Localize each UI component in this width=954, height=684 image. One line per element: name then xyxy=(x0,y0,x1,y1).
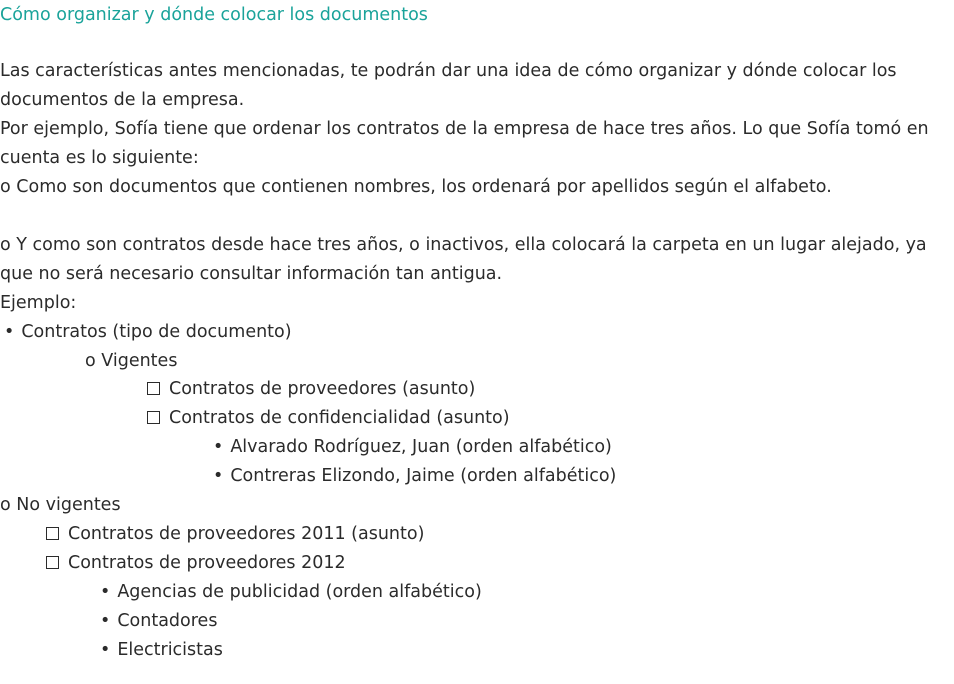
outline-item-label: o No vigentes xyxy=(0,495,121,515)
outline-item-proveedores-2011 xyxy=(46,520,424,549)
document-heading: Cómo organizar y dónde colocar los documentos xyxy=(0,5,428,25)
checkbox-square-icon xyxy=(147,382,160,395)
outline-item-label: Agencias de publicidad (orden alfabético) xyxy=(117,582,482,602)
outline-item-label: Contadores xyxy=(117,611,218,631)
outline-item-agencias xyxy=(100,578,482,607)
paragraph-point-nombres: o Como son documentos que contienen nombres, los ordenará por apellidos según el alfabeto. xyxy=(0,177,832,197)
bullet-icon: • xyxy=(213,437,224,457)
paragraph-ejemplo-label: Ejemplo: xyxy=(0,293,77,313)
outline-item-proveedores xyxy=(147,375,475,404)
outline-item-label: o Vigentes xyxy=(85,351,178,371)
outline-item-confidencialidad xyxy=(147,404,510,433)
outline-item-no-vigentes xyxy=(0,491,121,520)
outline-item-label: Electricistas xyxy=(117,640,223,660)
paragraph-intro: Las características antes mencionadas, te podrán dar una idea de cómo organizar y dónde colocar los documentos de la empresa. xyxy=(0,61,897,110)
outline-item-contratos xyxy=(4,318,292,347)
outline-item-label: Contratos (tipo de documento) xyxy=(21,322,292,342)
outline-item-label: Contratos de confidencialidad (asunto) xyxy=(169,408,510,428)
outline-item-label: Contratos de proveedores 2012 xyxy=(68,553,346,573)
outline-item-vigentes xyxy=(85,347,177,376)
outline-item-label: Alvarado Rodríguez, Juan (orden alfabético) xyxy=(230,437,612,457)
outline-item-alvarado xyxy=(213,433,612,462)
checkbox-square-icon xyxy=(46,527,59,540)
outline-item-contreras xyxy=(213,462,616,491)
bullet-icon: • xyxy=(100,611,111,631)
bullet-icon: • xyxy=(100,582,111,602)
paragraph-point-inactivos: o Y como son contratos desde hace tres años, o inactivos, ella colocará la carpeta en un lugar alejado, ya que no será necesario consultar información tan antigua. xyxy=(0,235,927,284)
outline-item-electricistas xyxy=(100,636,223,665)
bullet-icon: • xyxy=(100,640,111,660)
checkbox-square-icon xyxy=(147,411,160,424)
bullet-icon: • xyxy=(213,466,224,486)
outline-item-contadores xyxy=(100,607,217,636)
outline-item-label: Contratos de proveedores 2011 (asunto) xyxy=(68,524,425,544)
bullet-icon: • xyxy=(4,322,15,342)
paragraph-example-sofia: Por ejemplo, Sofía tiene que ordenar los contratos de la empresa de hace tres años. Lo que Sofía tomó en cuenta es lo siguiente: xyxy=(0,119,929,168)
outline-item-label: Contreras Elizondo, Jaime (orden alfabético) xyxy=(230,466,617,486)
checkbox-square-icon xyxy=(46,556,59,569)
outline-item-label: Contratos de proveedores (asunto) xyxy=(169,379,476,399)
outline-item-proveedores-2012 xyxy=(46,549,346,578)
